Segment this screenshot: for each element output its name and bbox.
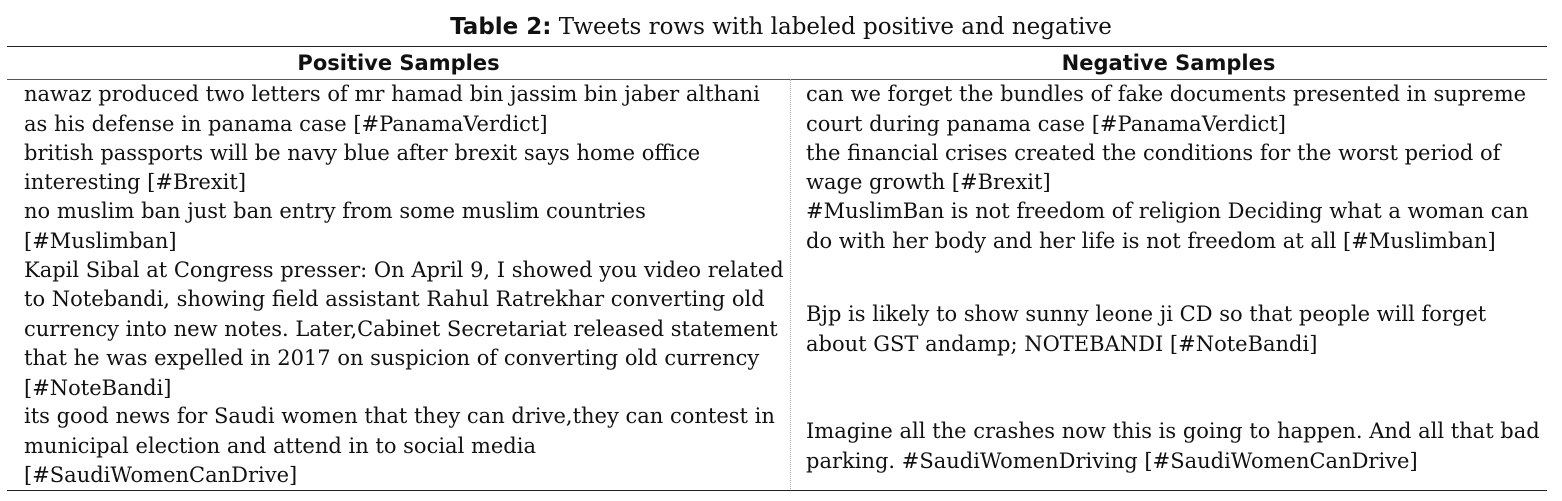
cell-line: about GST andamp; NOTEBANDI [#NoteBandi] [806,331,1318,356]
cell-line: as his defense in panama case [#PanamaVerdict] [24,111,548,136]
cell-line: can we forget the bundles of fake documents presented in supreme [806,82,1527,107]
table-cell-positive [24,80,784,139]
cell-line: british passports will be navy blue after brexit says home office [24,140,701,165]
cell-line: [#NoteBandi] [24,375,172,400]
cell-line: parking. #SaudiWomenDriving [#SaudiWomenCanDrive] [806,448,1418,473]
cell-line: do with her body and her life is not freedom at all [#Muslimban] [806,228,1496,253]
caption-text: Tweets rows with labeled positive and negative [551,14,1112,40]
table-cell-negative [806,197,1546,256]
cell-line: court during panama case [#PanamaVerdict] [806,111,1286,136]
cell-line: Bjp is likely to show sunny leone ji CD so that people will forget [806,302,1487,327]
cell-line: that he was expelled in 2017 on suspicion of converting old currency [24,346,760,371]
caption-label: Table 2: [450,14,552,40]
table-caption [0,12,1562,42]
table-cell-negative [806,256,1546,403]
cell-line: no muslim ban just ban entry from some muslim countries [24,199,646,224]
table-cell-positive [24,197,784,256]
table-cell-negative [806,139,1546,197]
cell-line: [#Muslimban] [24,228,177,253]
cell-line: Kapil Sibal at Congress presser: On April 9, I showed you video related [24,257,784,282]
table-cell-positive [24,139,784,197]
cell-line: #MuslimBan is not freedom of religion Deciding what a woman can [806,199,1529,224]
table-cell-negative [806,80,1546,139]
table-cell-negative [806,403,1546,490]
table-cell-positive [24,403,784,490]
table-top-rule [7,46,1547,47]
cell-line: municipal election and attend in to social media [24,433,536,458]
cell-line: currency into new notes. Later,Cabinet Secretariat released statement [24,316,778,341]
cell-line: the financial crises created the conditions for the worst period of [806,140,1501,165]
header-positive-samples: Positive Samples [297,51,500,75]
cell-line: Imagine all the crashes now this is going to happen. And all that bad [806,419,1540,444]
cell-line: to Notebandi, showing field assistant Rahul Ratrekhar converting old [24,287,765,312]
cell-line: nawaz produced two letters of mr hamad bin jassim bin jaber althani [24,82,760,107]
cell-line: wage growth [#Brexit] [806,170,1051,194]
table-cell-positive [24,256,784,403]
cell-line: its good news for Saudi women that they can drive,they can contest in [24,404,775,429]
column-separator [790,79,791,491]
cell-line: [#SaudiWomenCanDrive] [24,463,298,488]
cell-line: interesting [#Brexit] [24,170,247,194]
table-bottom-rule [7,490,1547,491]
header-negative-samples: Negative Samples [1061,51,1276,75]
